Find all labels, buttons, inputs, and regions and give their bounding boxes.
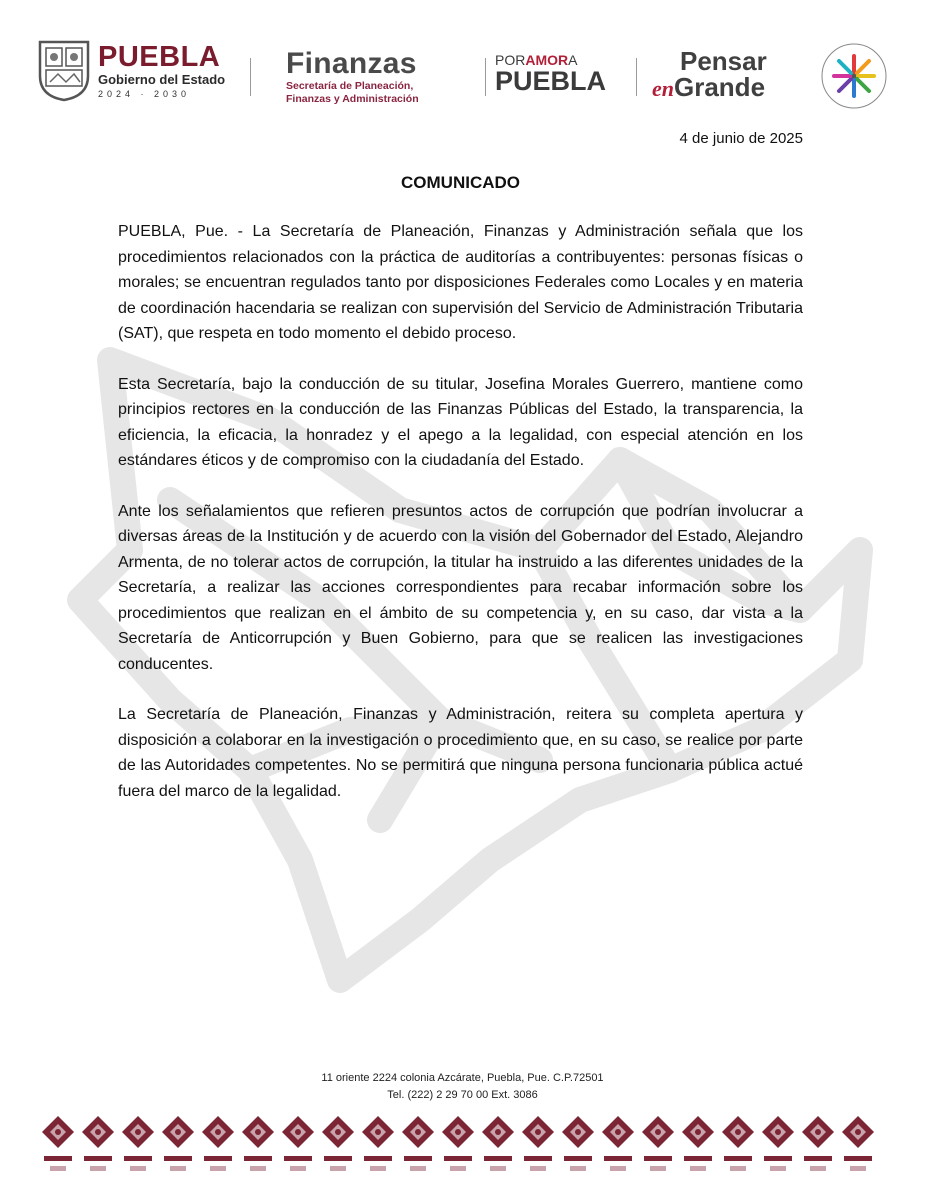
pattern-motif <box>642 1116 674 1171</box>
logo-divider <box>485 58 486 96</box>
finanzas-logo <box>286 48 476 106</box>
logo-period: 2024 · 2030 <box>98 89 191 99</box>
paragraph: La Secretaría de Planeación, Finanzas y Administración, reitera su completa apertura y disposición a colaborar en la investigación o procedimiento que, en su caso, se realice por parte de las Autoridades competentes. No se permitirá que ninguna persona funcionaria pública actué fuera del marco de la legalidad. <box>118 706 803 800</box>
pattern-motif <box>42 1116 74 1171</box>
pattern-motif <box>762 1116 794 1171</box>
pattern-motif <box>82 1116 114 1171</box>
logo-gobierno-word: Gobierno del Estado <box>98 72 226 87</box>
logo-puebla-word: PUEBLA <box>98 41 221 73</box>
footer-address: 11 oriente 2224 colonia Azcárate, Puebla, Pue. C.P.72501 <box>321 1072 604 1084</box>
finanzas-subtitle-2: Finanzas y Administración <box>286 93 419 105</box>
paragraph: PUEBLA, Pue. - La Secretaría de Planeación, Finanzas y Administración señala que los procedimientos relacionados con la práctica de auditorías a contribuyentes: personas físicas o morales; se encuentran regulados tanto por disposiciones Federales como Locales y en materia de coordinación hacendaria se realizan con supervisión del Servicio de Administración Tributaria (SAT), que respeta en todo momento el debido proceso. <box>118 223 803 342</box>
decorative-pattern-band <box>38 1112 888 1174</box>
pattern-motif <box>402 1116 434 1171</box>
por-amor-a-puebla-logo <box>495 52 620 94</box>
pattern-motif <box>842 1116 874 1171</box>
pattern-motif <box>682 1116 714 1171</box>
pensar-word: Pensar <box>680 46 767 76</box>
pattern-motif <box>162 1116 194 1171</box>
footer-phone: Tel. (222) 2 29 70 00 Ext. 3086 <box>387 1089 538 1101</box>
igualdad-laboral-seal-icon <box>820 42 888 110</box>
finanzas-word: Finanzas <box>286 47 417 80</box>
letterhead <box>30 30 895 110</box>
logo-divider <box>636 58 637 96</box>
pattern-motif <box>282 1116 314 1171</box>
slogan-puebla: PUEBLA <box>495 66 607 96</box>
slogan-line-1: PORAMORA <box>495 52 578 68</box>
pattern-motif <box>122 1116 154 1171</box>
document-title: COMUNICADO <box>401 173 520 192</box>
communique-body <box>118 130 803 829</box>
pattern-motif <box>202 1116 234 1171</box>
pattern-motif <box>522 1116 554 1171</box>
finanzas-subtitle-1: Secretaría de Planeación, <box>286 80 414 92</box>
logo-divider <box>250 58 251 96</box>
paragraph: Ante los señalamientos que refieren presuntos actos de corrupción que podrían involucrar a diversas áreas de la Institución y de acuerdo con la visión del Gobernador del Estado, Alejandro Armenta, de no tolerar actos de corrupción, la titular ha instruido a las diferentes unidades de la Secretaría, a realizar las acciones correspondientes para recabar información sobre los procedimientos que realizan en el ámbito de su competencia y, en su caso, dar vista a la Secretaría de Anticorrupción y Buen Gobierno, para que se realicen las investigaciones conducentes. <box>118 502 803 673</box>
pattern-motif <box>802 1116 834 1171</box>
en-word: en <box>652 76 674 101</box>
footer-contact <box>0 1070 925 1104</box>
document-date: 4 de junio de 2025 <box>679 130 803 147</box>
pattern-motif <box>722 1116 754 1171</box>
pattern-motif <box>322 1116 354 1171</box>
pattern-motif <box>242 1116 274 1171</box>
pattern-motif <box>362 1116 394 1171</box>
paragraph: Esta Secretaría, bajo la conducción de su titular, Josefina Morales Guerrero, mantiene como principios rectores en la conducción de las Finanzas Públicas del Estado, la transparencia, la eficiencia, la eficacia, la honradez y el apego a la legalidad, con especial atención en los estándares éticos y de compromiso con la ciudadanía del Estado. <box>118 375 803 469</box>
pattern-motif <box>562 1116 594 1171</box>
gobierno-puebla-logo <box>98 42 248 100</box>
pattern-motif <box>482 1116 514 1171</box>
grande-word: Grande <box>674 72 766 102</box>
pattern-motif <box>602 1116 634 1171</box>
state-coat-of-arms-icon <box>36 36 92 102</box>
pattern-motif <box>442 1116 474 1171</box>
pensar-en-grande-logo <box>652 48 802 105</box>
